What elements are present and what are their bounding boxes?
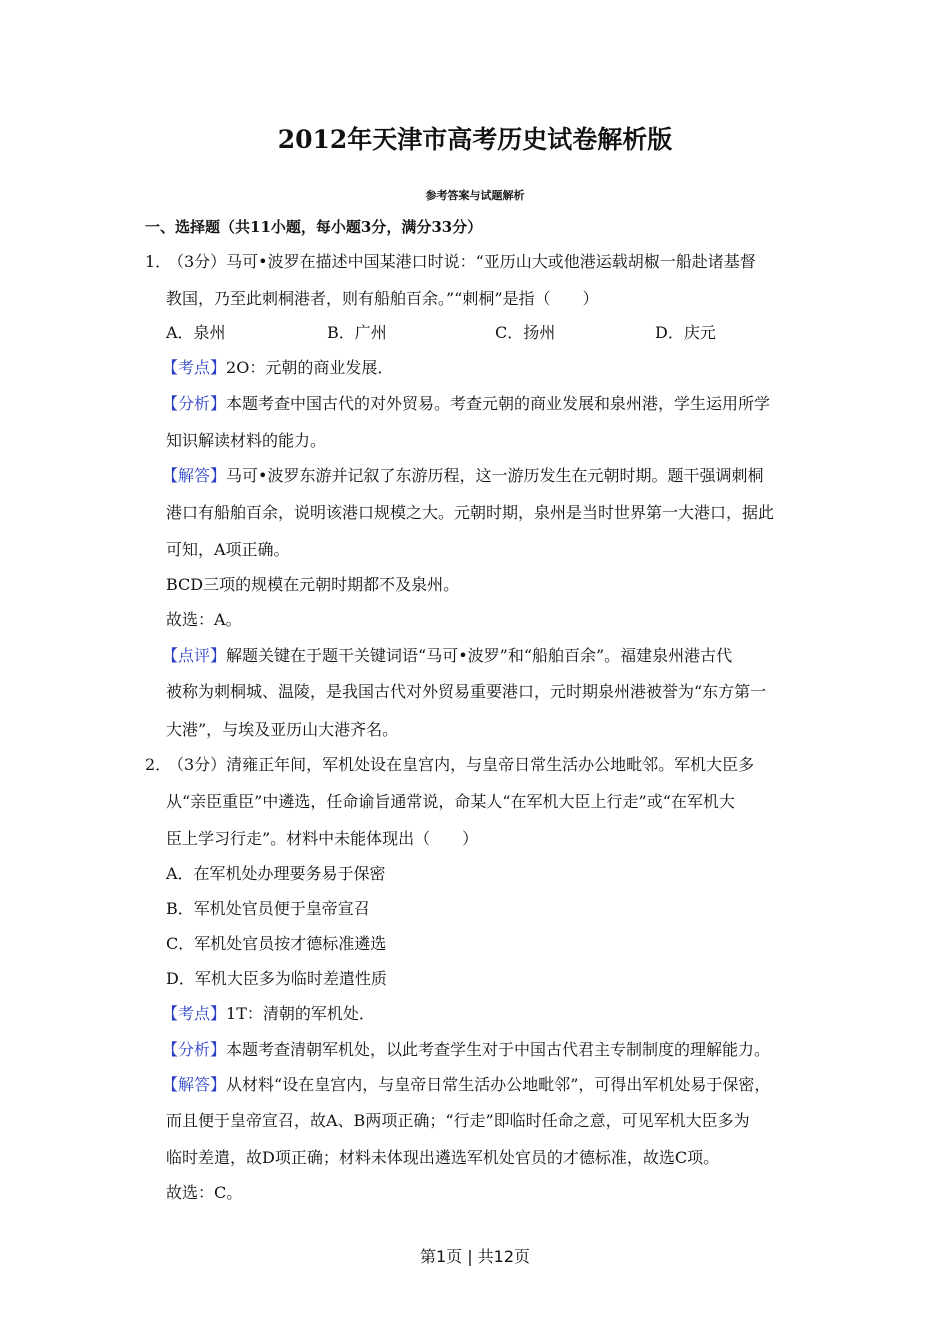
question-stem-line: 臣上学习行走”。材料中未能体现出（ ） <box>166 829 479 848</box>
jieda-text: 而且便于皇帝宣召，故A、B两项正确；“行走”即临时任命之意，可见军机大臣多为 <box>166 1111 750 1130</box>
kaodian-text: 2O：元朝的商业发展． <box>226 358 394 377</box>
kaodian <box>162 1004 375 1024</box>
dianping <box>162 646 732 666</box>
jieda <box>162 1075 770 1095</box>
option-b: B．广州 <box>327 323 387 342</box>
jieda-tag: 【解答】 <box>162 466 227 485</box>
answer: 故选：A。 <box>166 610 242 629</box>
question-stem-line: （3分）清雍正年间，军机处设在皇宫内，与皇帝日常生活办公地毗邻。军机大臣多 <box>168 755 755 774</box>
kaodian <box>162 358 393 378</box>
option-d: D．庆元 <box>655 323 716 342</box>
fenxi <box>162 1040 770 1060</box>
fenxi-tag: 【分析】 <box>162 1040 227 1059</box>
jieda-text: 港口有船舶百余，说明该港口规模之大。元朝时期，泉州是当时世界第一大港口，据此 <box>166 503 775 522</box>
question-stem-line: （3分）马可•波罗在描述中国某港口时说：“亚历山大或他港运载胡椒一船赴诸基督 <box>168 252 756 271</box>
page-footer: 第1页 | 共12页 <box>419 1247 531 1266</box>
option-d: D．军机大臣多为临时差遣性质 <box>166 969 387 988</box>
option-a: A．在军机处办理要务易于保密 <box>166 864 386 883</box>
kaodian-tag: 【考点】 <box>162 1004 227 1023</box>
kaodian-tag: 【考点】 <box>162 358 227 377</box>
jieda-tag: 【解答】 <box>162 1075 227 1094</box>
question-number: 2． <box>145 755 172 774</box>
option-c: C．军机处官员按才德标准遴选 <box>166 934 387 953</box>
option-c: C．扬州 <box>495 323 556 342</box>
jieda-text: 从材料“设在皇宫内，与皇帝日常生活办公地毗邻”，可得出军机处易于保密， <box>226 1075 771 1094</box>
fenxi <box>162 394 770 414</box>
dianping-tag: 【点评】 <box>162 646 227 665</box>
fenxi-text: 本题考查中国古代的对外贸易。考查元朝的商业发展和泉州港，学生运用所学 <box>226 394 771 413</box>
dianping-text: 解题关键在于题干关键词语“马可•波罗”和“船舶百余”。福建泉州港古代 <box>226 646 733 665</box>
question-number: 1． <box>145 252 172 271</box>
answer: 故选：C。 <box>166 1183 243 1202</box>
question-stem-line: 教国，乃至此刺桐港者，则有船舶百余。”“刺桐”是指（ ） <box>166 289 599 308</box>
section-heading: 一、选择题（共11小题，每小题3分，满分33分） <box>145 218 483 236</box>
dianping-text: 大港”，与埃及亚历山大港齐名。 <box>166 720 399 739</box>
fenxi-tag: 【分析】 <box>162 394 227 413</box>
jieda-text: 马可•波罗东游并记叙了东游历程，这一游历发生在元朝时期。题干强调刺桐 <box>226 466 764 485</box>
jieda <box>162 466 763 486</box>
document-title: 2012年天津市高考历史试卷解析版 <box>277 125 673 154</box>
jieda-text: BCD三项的规模在元朝时期都不及泉州。 <box>166 575 460 594</box>
kaodian-text: 1T：清朝的军机处． <box>226 1004 375 1023</box>
jieda-text: 可知，A项正确。 <box>166 540 290 559</box>
jieda-text: 临时差遣，故D项正确；材料未体现出遴选军机处官员的才德标准，故选C项。 <box>166 1148 720 1167</box>
option-b: B．军机处官员便于皇帝宣召 <box>166 899 370 918</box>
document-subtitle: 参考答案与试题解析 <box>425 189 525 202</box>
option-a: A．泉州 <box>166 323 226 342</box>
dianping-text: 被称为刺桐城、温陵，是我国古代对外贸易重要港口，元时期泉州港被誉为“东方第一 <box>166 682 767 701</box>
fenxi-text: 知识解读材料的能力。 <box>166 431 327 450</box>
fenxi-text: 本题考查清朝军机处，以此考查学生对于中国古代君主专制制度的理解能力。 <box>226 1040 771 1059</box>
question-stem-line: 从“亲臣重臣”中遴选，任命谕旨通常说，命某人“在军机大臣上行走”或“在军机大 <box>166 792 735 811</box>
